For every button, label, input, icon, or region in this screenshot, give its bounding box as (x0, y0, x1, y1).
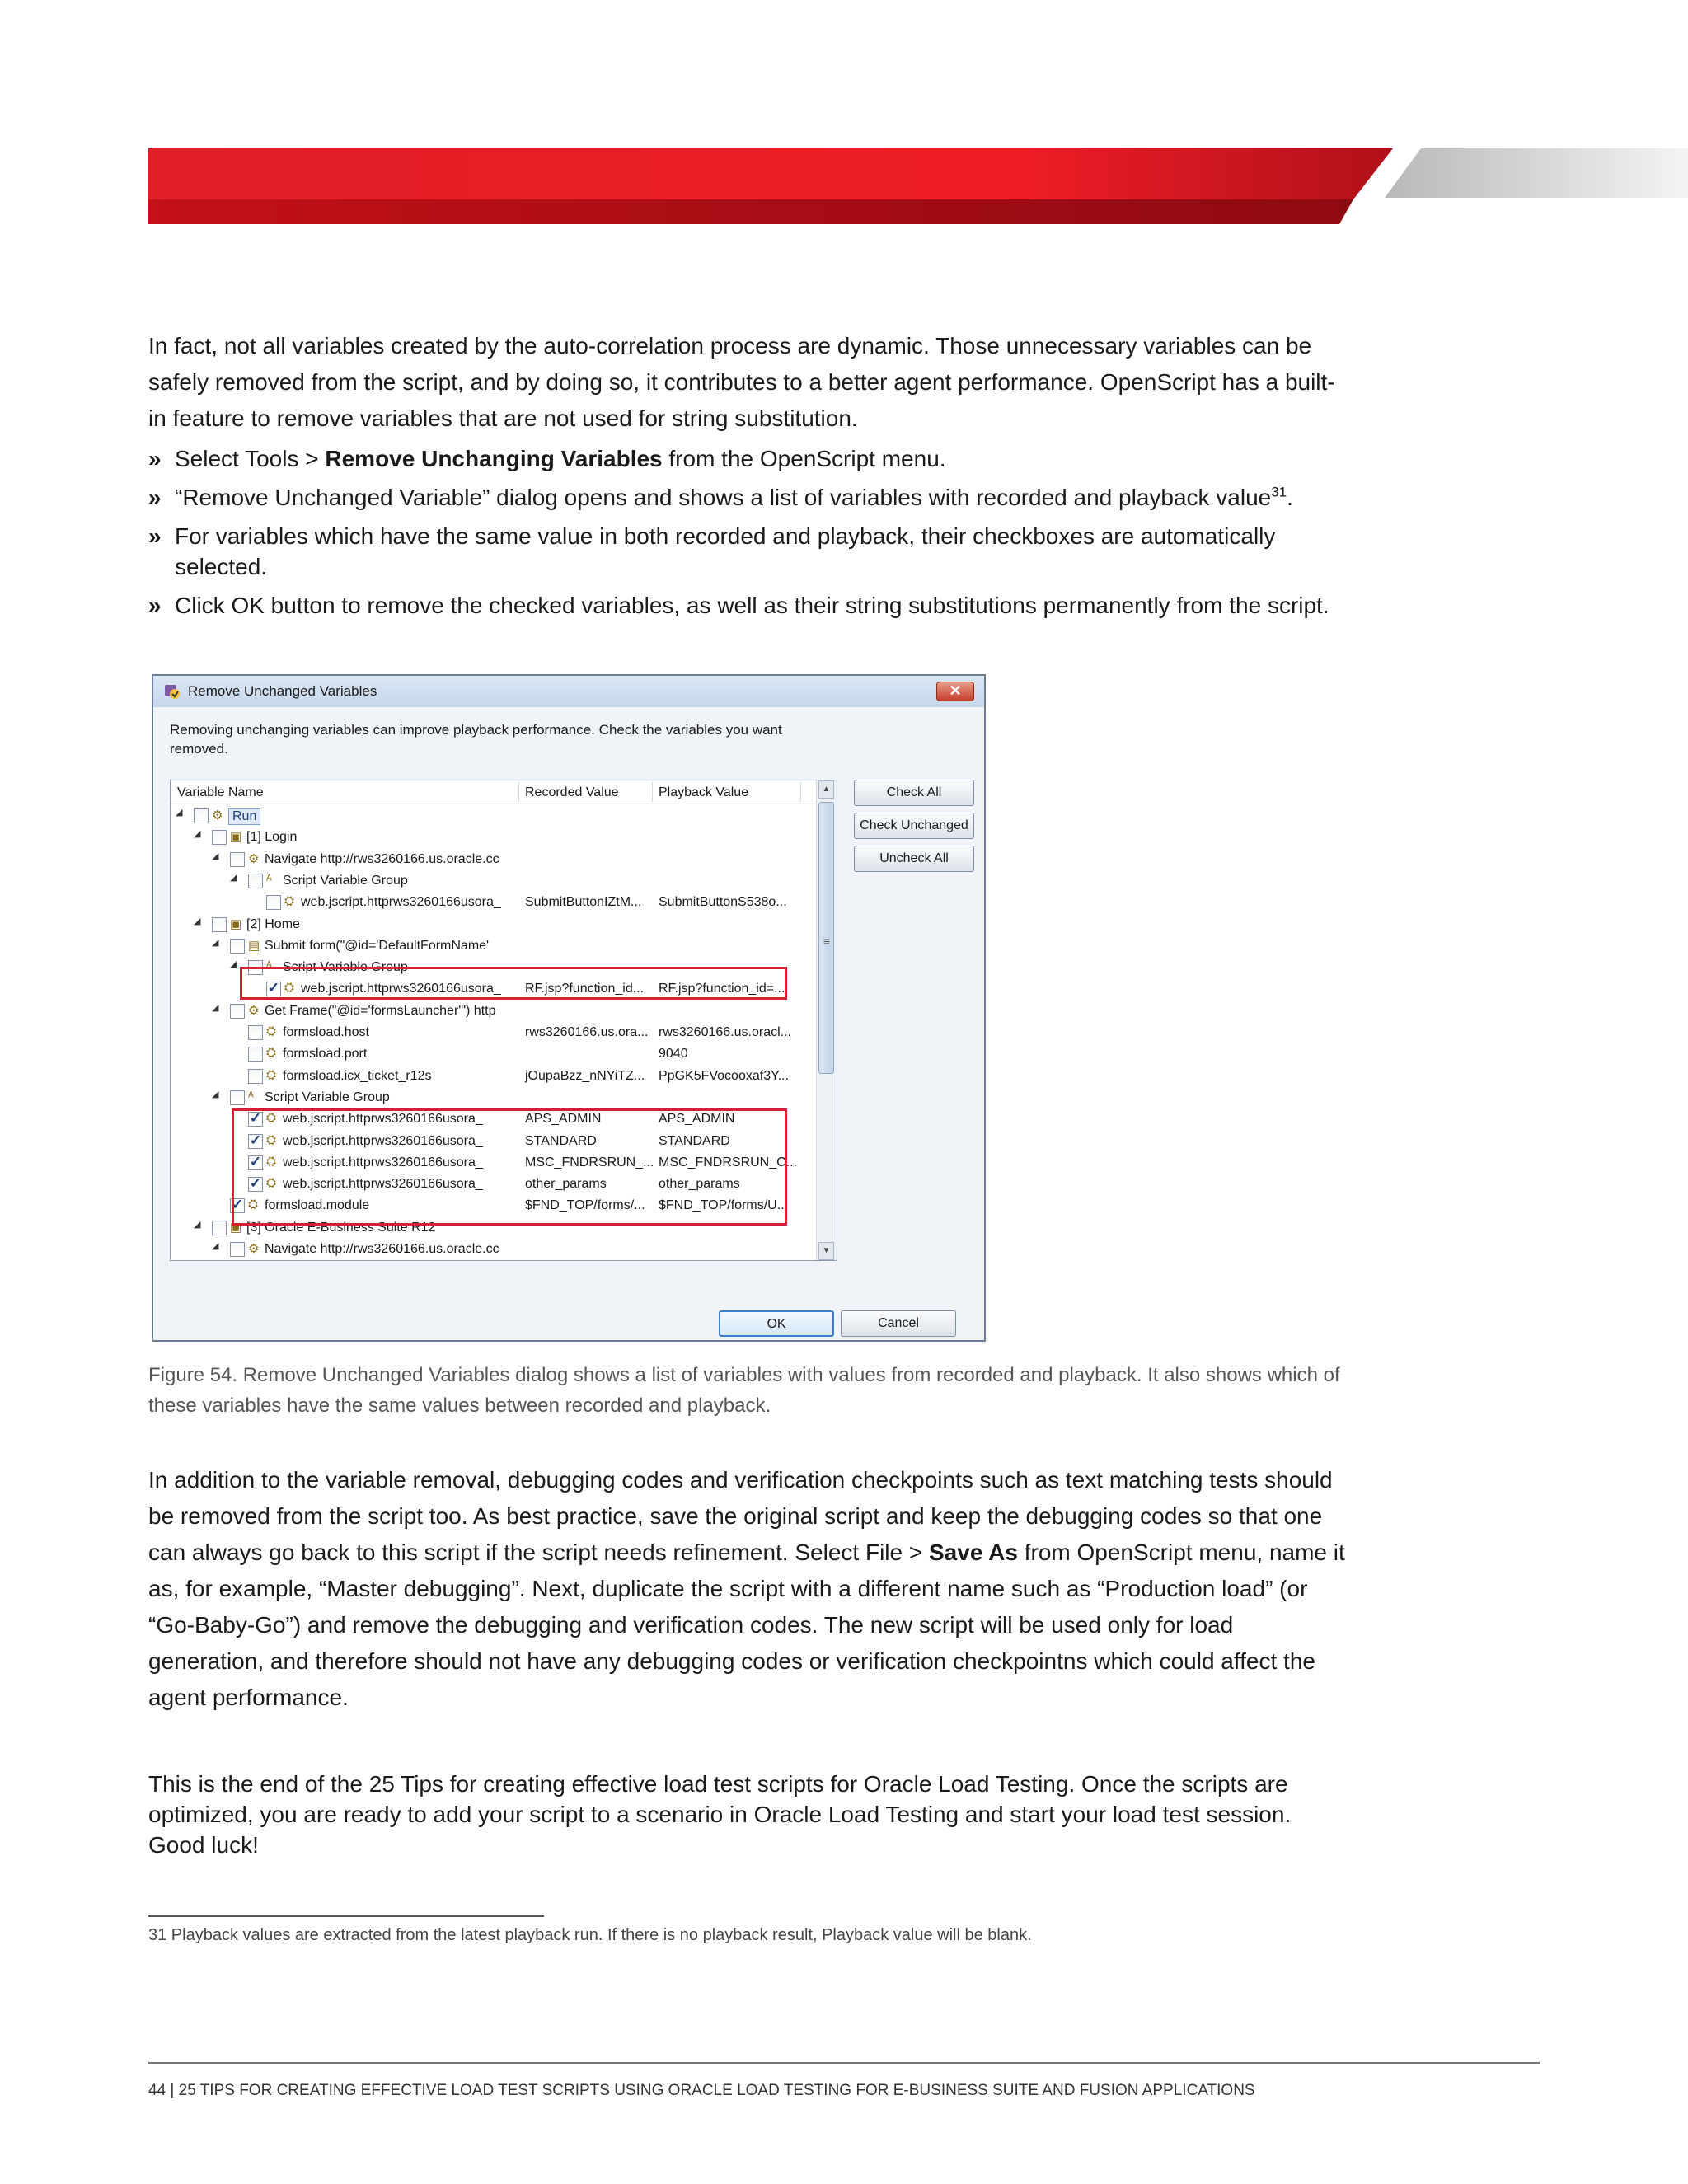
variable-checkbox[interactable]: ✓ (249, 1110, 262, 1127)
variable-name: [2] Home (246, 916, 300, 931)
remove-unchanged-variables-dialog (152, 674, 986, 1342)
variable-icon: ⛭ (284, 981, 295, 996)
recorded-value: jOupaBzz_nNYiTZ... (525, 1068, 645, 1083)
form-icon: ▤ (248, 938, 260, 953)
footnote: 31 Playback values are extracted from the latest playback run. If there is no playback result, Playback value will be blank. (148, 1926, 1032, 1944)
recorded-value: STANDARD (525, 1133, 597, 1148)
table-row[interactable] (171, 1022, 817, 1043)
table-row[interactable] (171, 870, 817, 892)
variable-icon: ⛭ (266, 1111, 277, 1126)
table-row[interactable] (171, 1001, 817, 1022)
recorded-value: SubmitButtonIZtM... (525, 895, 642, 910)
variable-checkbox[interactable]: ✓ (249, 1153, 262, 1169)
table-row[interactable] (171, 827, 817, 848)
expand-toggle-icon[interactable]: ◢ (212, 851, 219, 861)
expand-toggle-icon[interactable]: ◢ (194, 1219, 201, 1230)
page-icon: ▣ (230, 830, 242, 845)
scroll-thumb[interactable] (818, 802, 834, 1074)
variable-icon: ⛭ (248, 1197, 259, 1212)
best-practice-paragraph: In addition to the variable removal, debugging codes and verification checkpoints such as text matching tests should be removed from the script too. As best practice, save the original script and keep the debugging codes so that one can always go back to this script if the script needs refinement. Select File > Save As from OpenScript menu, name it as, for example, “Master debugging”. Next, duplicate the script with a different name such as “Production load” (or “Go-Baby-Go”) and remove the debugging and verification codes. The new script will be used only for load generation, and therefore should not have any debugging codes or verification checkpointns which could affect the agent performance. (148, 1467, 1345, 1710)
variable-name: Script Variable Group (283, 873, 408, 888)
variable-name: Get Frame("@id='formsLauncher'") http (265, 1003, 496, 1018)
variable-checkbox[interactable]: ✓ (249, 1132, 262, 1148)
recorded-value: $FND_TOP/forms/... (525, 1198, 645, 1213)
variable-icon: ⛭ (266, 1154, 277, 1169)
variable-checkbox[interactable] (230, 1242, 245, 1257)
run-icon: ⚙ (212, 808, 223, 823)
recorded-value: MSC_FNDRSRUN_... (525, 1155, 654, 1169)
variable-name: formsload.module (265, 1198, 370, 1213)
list-item: » Click OK button to remove the checked variables, as well as their string substitutions permanently from the script. (148, 593, 1329, 618)
variable-checkbox[interactable] (248, 1069, 263, 1084)
variable-name: web.jscript.httprws3260166usora_ (283, 1155, 483, 1169)
check-unchanged-button[interactable]: Check Unchanged (854, 813, 974, 839)
playback-value: rws3260166.us.oracl... (659, 1025, 791, 1039)
expand-toggle-icon[interactable]: ◢ (176, 808, 183, 818)
expand-toggle-icon[interactable]: ◢ (230, 872, 237, 883)
playback-value: other_params (659, 1177, 740, 1192)
list-item: » Select Tools > Remove Unchanging Variables from the OpenScript menu. (148, 446, 946, 471)
dialog-description: Removing unchanging variables can improve playback performance. Check the variables you want removed. (170, 722, 782, 757)
close-button[interactable]: ✕ (936, 682, 974, 701)
check-all-button[interactable]: Check All (854, 780, 974, 806)
playback-value: 9040 (659, 1047, 688, 1062)
page-icon: ▣ (230, 916, 242, 931)
column-variable-name[interactable]: Variable Name (177, 785, 264, 799)
variable-checkbox[interactable] (194, 808, 209, 823)
variable-checkbox[interactable]: ✓ (267, 980, 280, 996)
variable-name: web.jscript.httprws3260166usora_ (283, 1133, 483, 1148)
navigate-icon: ⚙ (248, 1242, 260, 1256)
variable-name: [3] Oracle E-Business Suite R12 (246, 1220, 436, 1235)
variable-checkbox[interactable] (266, 895, 281, 910)
variable-checkbox[interactable]: ✓ (231, 1197, 244, 1213)
variable-checkbox[interactable] (248, 874, 263, 888)
scroll-grip-icon: ≡ (823, 935, 831, 948)
variable-name: Navigate http://rws3260166.us.oracle.cc (265, 1242, 499, 1256)
variable-group-icon: ᴬ (248, 1089, 254, 1104)
variable-group-icon: ᴬ (266, 872, 272, 887)
playback-value: APS_ADMIN (659, 1112, 735, 1127)
variable-checkbox[interactable] (212, 1221, 227, 1235)
cancel-button[interactable]: Cancel (841, 1310, 956, 1337)
variable-checkbox[interactable] (230, 1004, 245, 1019)
variable-name: [1] Login (246, 830, 298, 845)
variable-checkbox[interactable] (212, 830, 227, 845)
list-item: » “Remove Unchanged Variable” dialog opens and shows a list of variables with recorded and playback value$^{31}$. (148, 484, 1293, 510)
variable-icon: ⛭ (266, 1046, 277, 1061)
table-row[interactable] (171, 849, 817, 870)
variable-checkbox[interactable]: ✓ (249, 1175, 262, 1192)
variable-name: web.jscript.httprws3260166usora_ (301, 982, 501, 996)
variable-icon: ⛭ (266, 1024, 277, 1038)
playback-value: STANDARD (659, 1133, 730, 1148)
variable-name: Script Variable Group (283, 960, 408, 975)
navigate-icon: ⚙ (248, 851, 260, 866)
scroll-up-arrow[interactable]: ▲ (818, 780, 834, 799)
ok-button[interactable]: OK (719, 1310, 834, 1337)
playback-value: RF.jsp?function_id=... (659, 982, 785, 996)
header-banner-accent (1385, 148, 1688, 198)
recorded-value: RF.jsp?function_id... (525, 982, 645, 996)
variable-tree[interactable] (170, 780, 837, 1261)
list-item: » For variables which have the same value in both recorded and playback, their checkboxes are automatically selected. (148, 523, 1276, 579)
expand-toggle-icon[interactable]: ◢ (212, 1241, 219, 1251)
expand-toggle-icon[interactable]: ◢ (212, 1002, 219, 1013)
recorded-value: other_params (525, 1177, 607, 1192)
playback-value: PpGK5FVocooxaf3Y... (659, 1068, 790, 1083)
variable-name: formsload.host (283, 1025, 369, 1039)
variable-name: Script Variable Group (265, 1090, 390, 1104)
dialog-body (153, 707, 984, 1340)
variable-checkbox[interactable] (248, 1025, 263, 1040)
variable-checkbox[interactable] (230, 852, 245, 867)
table-row[interactable] (171, 1066, 817, 1087)
scroll-down-arrow[interactable]: ▼ (818, 1242, 834, 1260)
variable-name: Submit form("@id='DefaultFormName' (265, 938, 490, 953)
playback-value: $FND_TOP/forms/U... (659, 1198, 789, 1213)
variable-group-icon: ᴬ (266, 959, 272, 974)
steps-list (148, 443, 1352, 629)
tree-scrollbar[interactable] (816, 780, 837, 1260)
footnote-ref[interactable]: 31 (1271, 484, 1287, 500)
expand-toggle-icon[interactable]: ◢ (212, 937, 219, 948)
recorded-value: rws3260166.us.ora... (525, 1025, 649, 1039)
column-playback-value[interactable]: Playback Value (659, 785, 749, 799)
table-row[interactable] (171, 805, 817, 827)
header-banner (148, 148, 1393, 224)
variable-icon: ⛭ (266, 1067, 277, 1082)
highlight-box-single (240, 967, 787, 1000)
highlight-box-group (232, 1108, 787, 1226)
footer-divider (148, 2062, 1540, 2064)
variable-checkbox[interactable] (230, 939, 245, 954)
variable-name: Navigate http://rws3260166.us.oracle.cc (265, 851, 499, 866)
table-row[interactable] (171, 1043, 817, 1065)
closing-paragraph: This is the end of the 25 Tips for creating effective load test scripts for Oracle Load Testing. Once the scripts are optimized, you are ready to add your script to a scenario in Oracle Load Testing and start your load test session. Good luck! (148, 1771, 1292, 1858)
recorded-value: APS_ADMIN (525, 1112, 602, 1127)
navigate-icon: ⚙ (248, 1003, 260, 1018)
variable-icon: ⛭ (284, 894, 295, 909)
column-recorded-value[interactable]: Recorded Value (525, 785, 619, 799)
page-icon: ▣ (230, 1220, 242, 1235)
uncheck-all-button[interactable]: Uncheck All (854, 846, 974, 872)
table-row[interactable] (171, 935, 817, 957)
table-row[interactable] (171, 1239, 817, 1260)
variable-checkbox[interactable] (248, 1047, 263, 1062)
page-footer: 44 | 25 TIPS FOR CREATING EFFECTIVE LOAD TEST SCRIPTS USING ORACLE LOAD TESTING FOR E-BUSINESS SUITE AND FUSION APPLICATIONS (148, 2082, 1255, 2099)
variable-name: formsload.port (283, 1047, 368, 1062)
tree-header (171, 780, 817, 804)
table-row[interactable] (171, 914, 817, 935)
variable-name: web.jscript.httprws3260166usora_ (283, 1177, 483, 1192)
expand-toggle-icon[interactable]: ◢ (194, 916, 201, 926)
intro-paragraph: In fact, not all variables created by the auto-correlation process are dynamic. Those unnecessary variables can be safely removed from the script, and by doing so, it contributes to a better agent performance. OpenScript has a built-in feature to remove variables that are not used for string substitution. (148, 333, 1335, 431)
variable-name: web.jscript.httprws3260166usora_ (283, 1112, 483, 1127)
table-row[interactable] (171, 892, 817, 913)
figure-caption: Figure 54. Remove Unchanged Variables dialog shows a list of variables with values from recorded and playback. It also shows which of these variables have the same values between recorded and playback. (148, 1364, 1340, 1417)
variable-name: Run (228, 808, 260, 825)
variable-checkbox[interactable] (230, 1090, 245, 1105)
variable-icon: ⛭ (266, 1176, 277, 1191)
playback-value: MSC_FNDRSRUN_C... (659, 1155, 798, 1169)
variable-icon: ⛭ (266, 1132, 277, 1147)
expand-toggle-icon[interactable]: ◢ (212, 1089, 219, 1099)
variable-checkbox[interactable] (212, 917, 227, 932)
playback-value: SubmitButtonS538o... (659, 895, 787, 910)
variable-name: formsload.icx_ticket_r12s (283, 1068, 432, 1083)
expand-toggle-icon[interactable]: ◢ (230, 959, 237, 970)
openscript-app-icon (163, 682, 181, 701)
table-row[interactable] (171, 1087, 817, 1108)
footnote-divider (148, 1915, 544, 1917)
expand-toggle-icon[interactable]: ◢ (194, 829, 201, 840)
variable-name: web.jscript.httprws3260166usora_ (301, 895, 501, 910)
dialog-title-bar (153, 676, 984, 708)
dialog-title: Remove Unchanged Variables (188, 683, 377, 699)
